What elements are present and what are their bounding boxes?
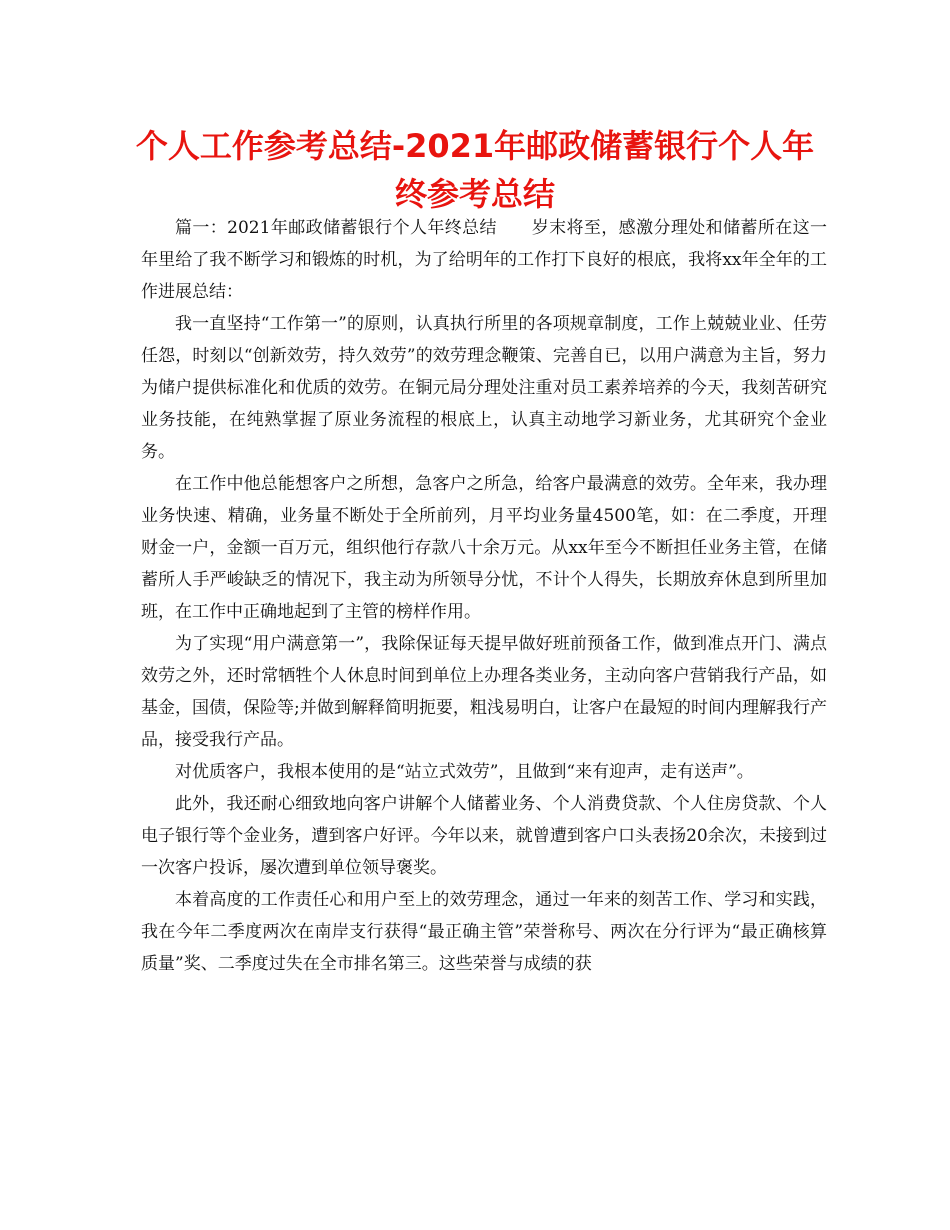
paragraph: 本着高度的工作责任心和用户至上的效劳理念，通过一年来的刻苦工作、学习和实践，我在今年二季度两次在南岸支行获得“最正确主管”荣誉称号、两次在分行评为“最正确核算质量”奖、二季度过失在全市排名第三。这些荣誉与成绩的获 <box>141 890 827 974</box>
document-body <box>141 212 827 980</box>
paragraph: 篇一：2021年邮政储蓄银行个人年终总结 岁末将至，感激分理处和储蓄所在这一年里给了我不断学习和锻炼的时机，为了给明年的工作打下良好的根底，我将xx年全年的工作进展总结： <box>141 218 827 302</box>
paragraph: 我一直坚持“工作第一”的原则，认真执行所里的各项规章制度，工作上兢兢业业、任劳任怨，时刻以“创新效劳，持久效劳”的效劳理念鞭策、完善自已，以用户满意为主旨，努力为储户提供标准化和优质的效劳。在铜元局分理处注重对员工素养培养的今天，我刻苦研究业务技能，在纯熟掌握了原业务流程的根底上，认真主动地学习新业务，尤其研究个金业务。 <box>141 314 827 462</box>
paragraph: 对优质客户，我根本使用的是“站立式效劳”，且做到“来有迎声，走有送声”。 <box>175 762 754 782</box>
paragraph: 在工作中他总能想客户之所想，急客户之所急，给客户最满意的效劳。全年来，我办理业务快速、精确，业务量不断处于全所前列，月平均业务量4500笔，如：在二季度，开理财金一户，金额一百万元，组织他行存款八十余万元。从xx年至今不断担任业务主管，在储蓄所人手严峻缺乏的情况下，我主动为所领导分忧，不计个人得失，长期放弃休息到所里加班，在工作中正确地起到了主管的榜样作用。 <box>141 474 827 622</box>
paragraph: 为了实现“用户满意第一”，我除保证每天提早做好班前预备工作，做到准点开门、满点效劳之外，还时常牺牲个人休息时间到单位上办理各类业务，主动向客户营销我行产品，如基金，国债，保险等;并做到解释简明扼要，粗浅易明白，让客户在最短的时间内理解我行产品，接受我行产品。 <box>141 634 827 750</box>
document-title: 个人工作参考总结-2021年邮政储蓄银行个人年终参考总结 <box>135 127 815 213</box>
paragraph: 此外，我还耐心细致地向客户讲解个人储蓄业务、个人消费贷款、个人住房贷款、个人电子银行等个金业务，遭到客户好评。今年以来，就曾遭到客户口头表扬20余次，未接到过一次客户投诉，屡次遭到单位领导褒奖。 <box>141 794 827 878</box>
